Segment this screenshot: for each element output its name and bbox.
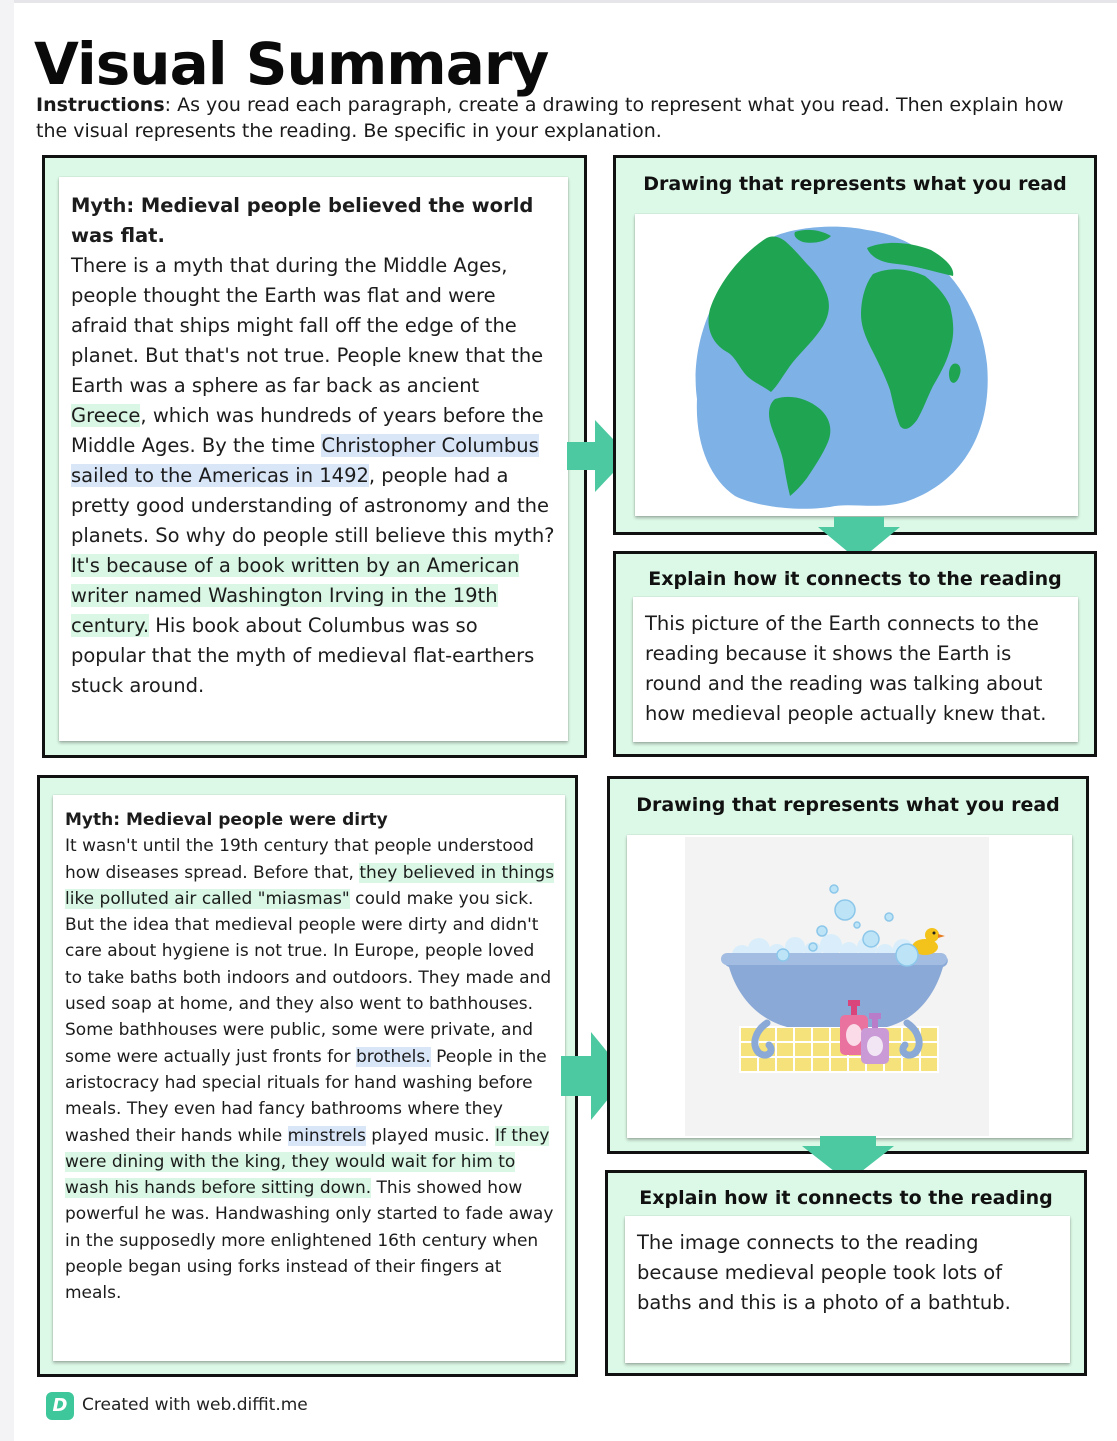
reading-text-part: It wasn't until the 19th century that people understood how diseases spread. Before that, — [65, 836, 534, 883]
reading-text-part: There is a myth that during the Middle Ages, people thought the Earth was flat and were afraid that ships might fall off the edge of the planet. But that's not true. People knew that the Earth was a sphere as far back as ancient — [71, 254, 544, 397]
explain-title-2: Explain how it connects to the reading — [639, 1187, 1053, 1209]
footer-credit[interactable]: Created with web.diffit.me — [82, 1395, 308, 1415]
drawing-card-1 — [635, 214, 1078, 516]
instructions-text: : As you read each paragraph, create a drawing to represent what you read. Then explain how the visual represents the reading. Be specific in your explanation. — [36, 94, 1064, 142]
explain-text-2: The image connects to the reading because medieval people took lots of baths and this is a photo of a bathtub. — [637, 1231, 1011, 1314]
highlight-blue: brothels. — [355, 1046, 431, 1067]
reading-heading-1: Myth: Medieval people believed the world was flat. — [71, 194, 534, 247]
explain-title-1: Explain how it connects to the reading — [648, 568, 1062, 590]
highlight-green: If they were dining with the king, they would wait for him to wash his hands before sitting down. — [65, 1125, 550, 1199]
explain-panel-1 — [613, 551, 1097, 757]
reading-card-2 — [53, 795, 565, 1361]
reading-text-part: People in the aristocracy had special rituals for hand washing before meals. They even had fancy bathrooms where they washed their hands while — [65, 1046, 547, 1146]
reading-text-part: could make you sick. But the idea that medieval people were dirty and didn't care about hygiene is not true. In Europe, people loved to take baths both indoors and outdoors. They made and used soap at home, and they also went to bathhouses. Some bathhouses were public, some were private, and some were actually just fronts for — [65, 888, 552, 1067]
bathtub-image — [627, 835, 1072, 1138]
drawing-title-2: Drawing that represents what you read — [636, 794, 1060, 816]
page-top-edge — [0, 0, 1117, 3]
instructions — [36, 92, 1096, 144]
drawing-card-2 — [627, 835, 1072, 1138]
page-title: Visual Summary — [34, 30, 549, 98]
reading-text-1 — [59, 177, 568, 701]
reading-panel-1 — [42, 155, 587, 758]
reading-heading-2: Myth: Medieval people were dirty — [65, 810, 388, 830]
highlight-green: Greece — [71, 404, 141, 427]
drawing-panel-2 — [607, 776, 1089, 1154]
instructions-label: Instructions — [36, 94, 165, 116]
reading-text-part: , which was hundreds of years before the Middle Ages. By the time — [71, 404, 544, 457]
reading-text-part: , people had a pretty good understanding of astronomy and the planets. So why do people still believe this myth? — [71, 464, 555, 547]
page-left-edge — [0, 0, 14, 1441]
diffit-logo-icon[interactable]: D — [46, 1392, 74, 1420]
highlight-blue: Christopher Columbus sailed to the Americas in 1492 — [71, 434, 539, 487]
drawing-panel-1 — [613, 155, 1097, 535]
highlight-blue: minstrels — [287, 1125, 366, 1146]
reading-text-2 — [53, 795, 565, 1307]
highlight-green: It's because of a book written by an American writer named Washington Irving in the 19th century. — [71, 554, 520, 637]
highlight-green: they believed in things like polluted air called "miasmas" — [65, 862, 555, 909]
explain-panel-2 — [605, 1170, 1087, 1376]
reading-text-part: His book about Columbus was so popular that the myth of medieval flat-earthers stuck around. — [71, 614, 535, 697]
explain-card-2 — [625, 1216, 1070, 1363]
reading-card-1 — [59, 177, 568, 741]
explain-card-1 — [633, 597, 1078, 742]
drawing-title-1: Drawing that represents what you read — [643, 173, 1067, 195]
reading-text-part: played music. — [365, 1125, 496, 1146]
reading-text-part: This showed how powerful he was. Handwashing only started to fade away in the supposedly more enlightened 16th century when people began using forks instead of their fingers at meals. — [65, 1178, 554, 1304]
reading-panel-2 — [37, 775, 578, 1377]
explain-text-1: This picture of the Earth connects to the reading because it shows the Earth is round and the reading was talking about how medieval people actually knew that. — [645, 612, 1047, 725]
earth-globe-image — [635, 214, 1078, 516]
